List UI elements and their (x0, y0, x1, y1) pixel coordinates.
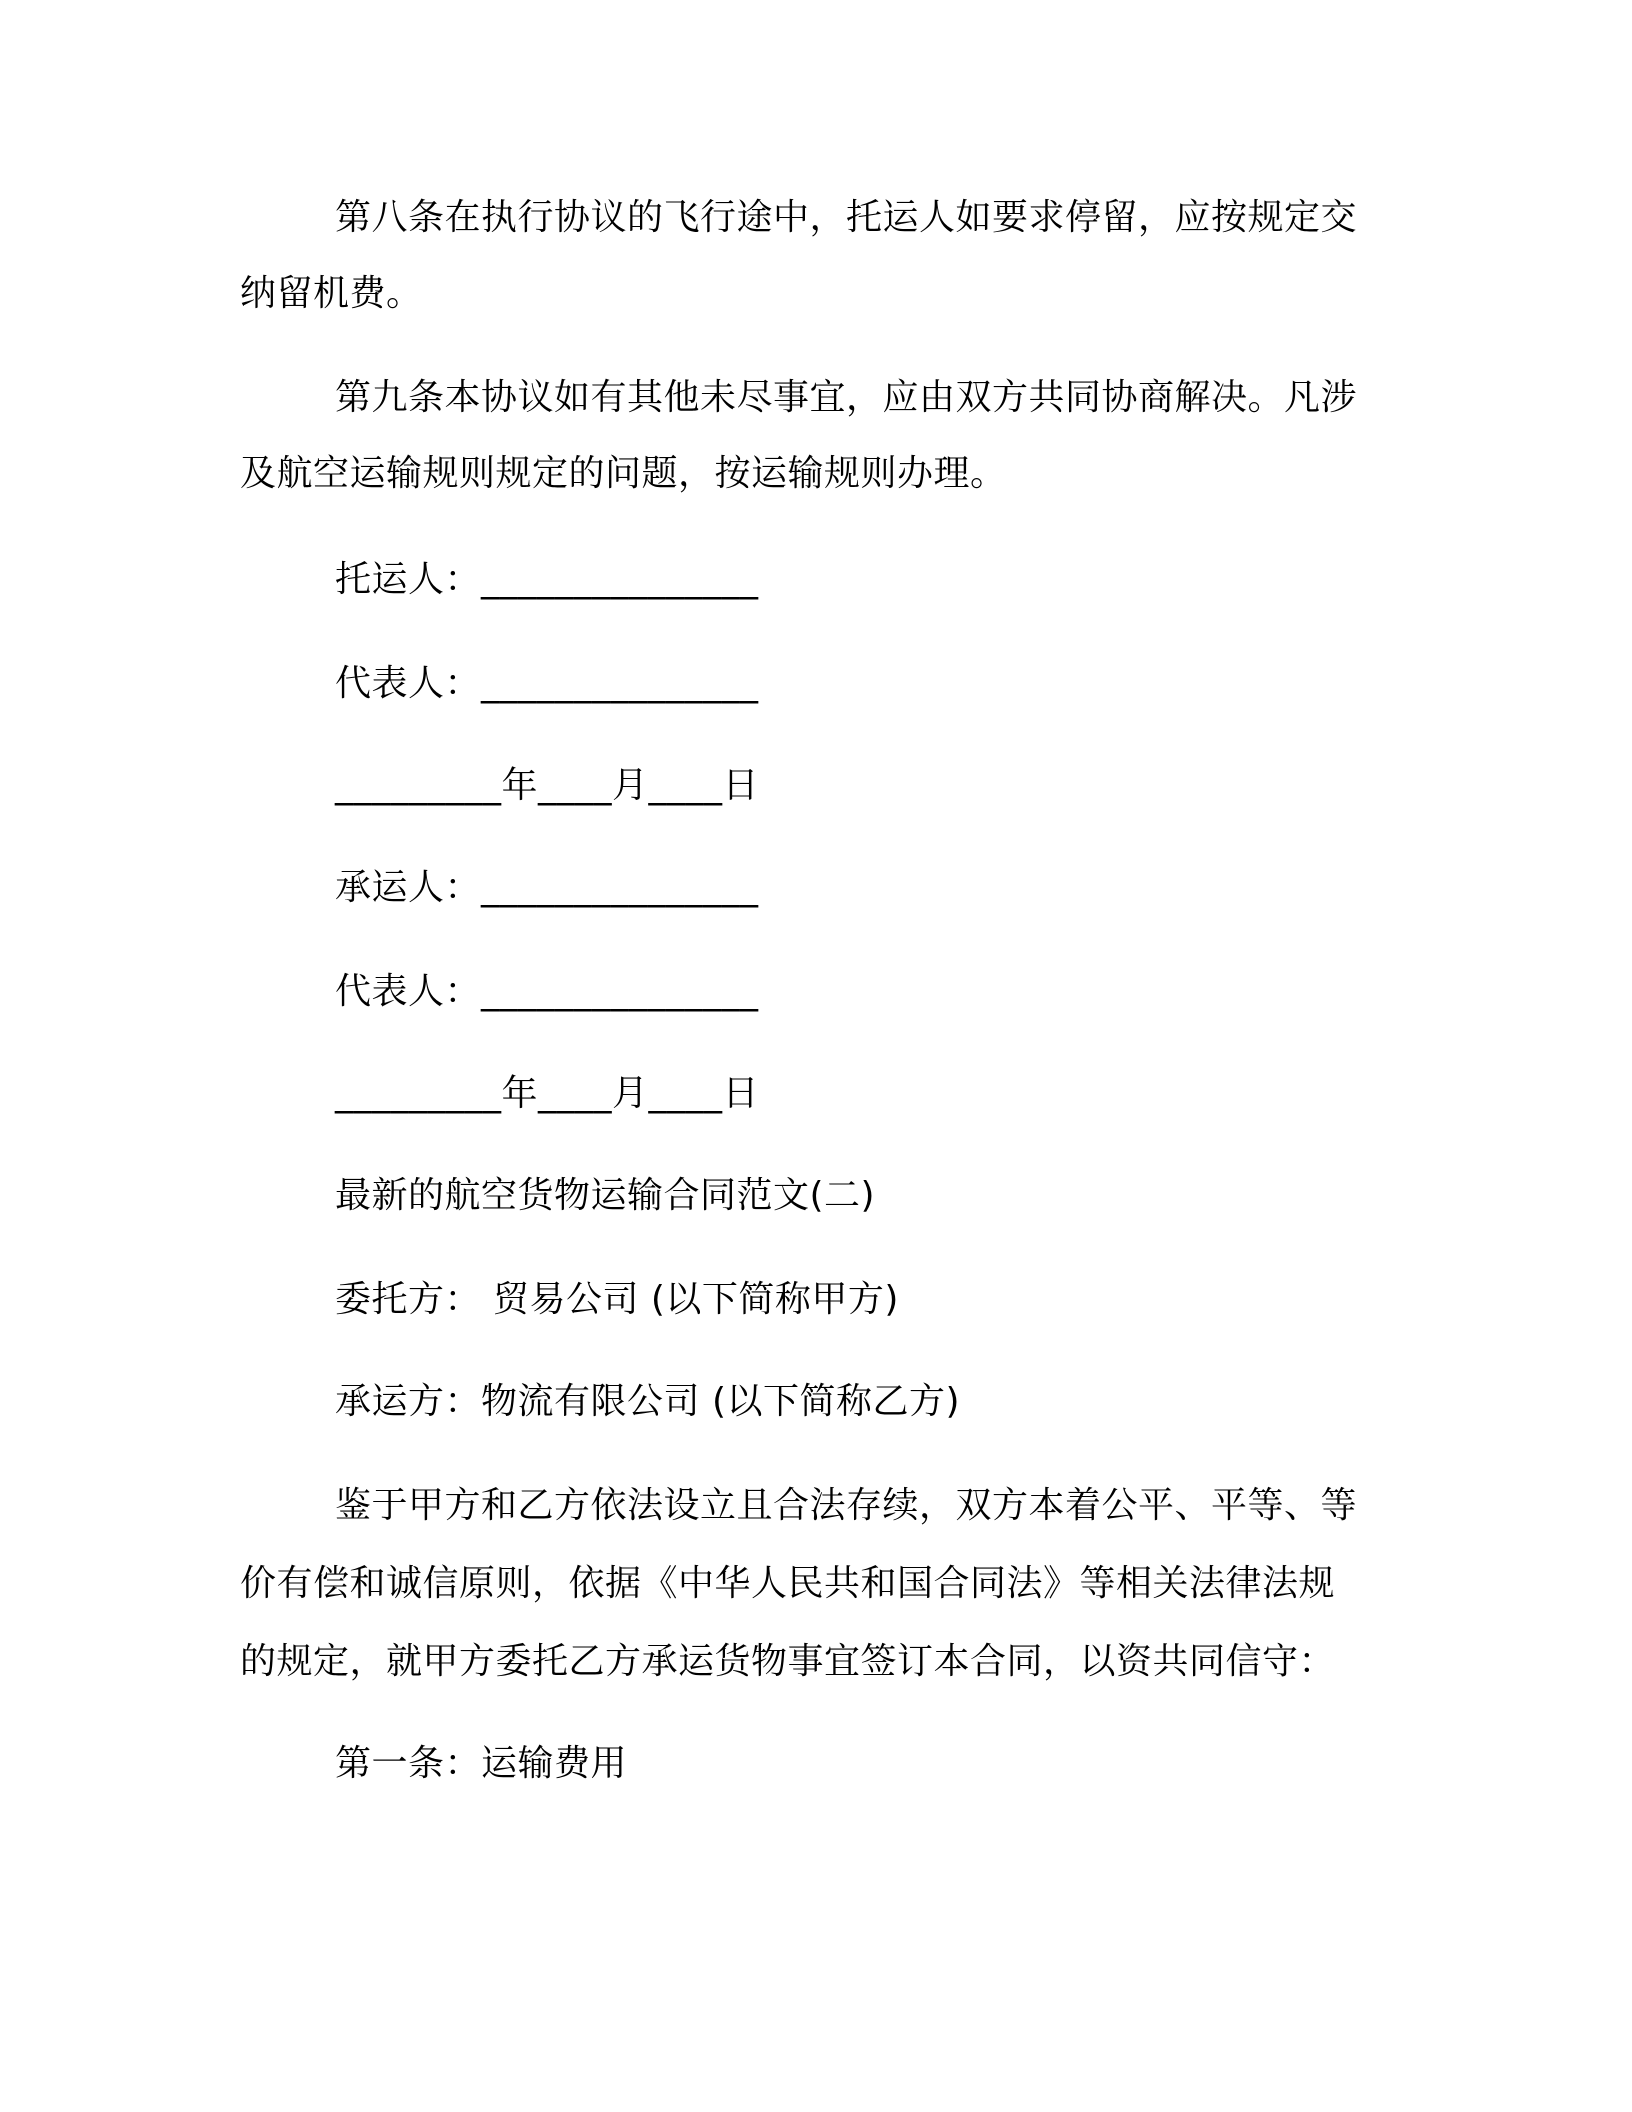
consignor-line: 委托方： 贸易公司 (以下简称甲方) (335, 1279, 899, 1320)
preamble-line1: 鉴于甲方和乙方依法设立且合法存续，双方本着公平、平等、等 (335, 1485, 1358, 1526)
article9-line2: 及航空运输规则规定的问题，按运输规则办理。 (240, 453, 1007, 494)
preamble-line2: 价有偿和诚信原则，依据《中华人民共和国合同法》等相关法律法规 (240, 1563, 1336, 1604)
shipper-signature-line: 托运人：_______________ (335, 559, 759, 600)
carrier-party-line: 承运方：物流有限公司 (以下简称乙方) (335, 1381, 961, 1422)
article1-heading: 第一条：运输费用 (335, 1743, 628, 1784)
article8-line1: 第八条在执行协议的飞行途中，托运人如要求停留，应按规定交 (335, 197, 1358, 238)
article9-line1: 第九条本协议如有其他未尽事宜，应由双方共同协商解决。凡涉 (335, 377, 1358, 418)
carrier-date-line: _________年____月____日 (335, 1073, 759, 1114)
contract2-title: 最新的航空货物运输合同范文(二) (335, 1175, 876, 1216)
shipper-representative-line: 代表人：_______________ (335, 663, 759, 704)
preamble-line3: 的规定，就甲方委托乙方承运货物事宜签订本合同，以资共同信守： (240, 1641, 1336, 1682)
carrier-representative-line: 代表人：_______________ (335, 971, 759, 1012)
article8-line2: 纳留机费。 (240, 273, 423, 314)
carrier-signature-line: 承运人：_______________ (335, 867, 759, 908)
shipper-date-line: _________年____月____日 (335, 765, 759, 806)
